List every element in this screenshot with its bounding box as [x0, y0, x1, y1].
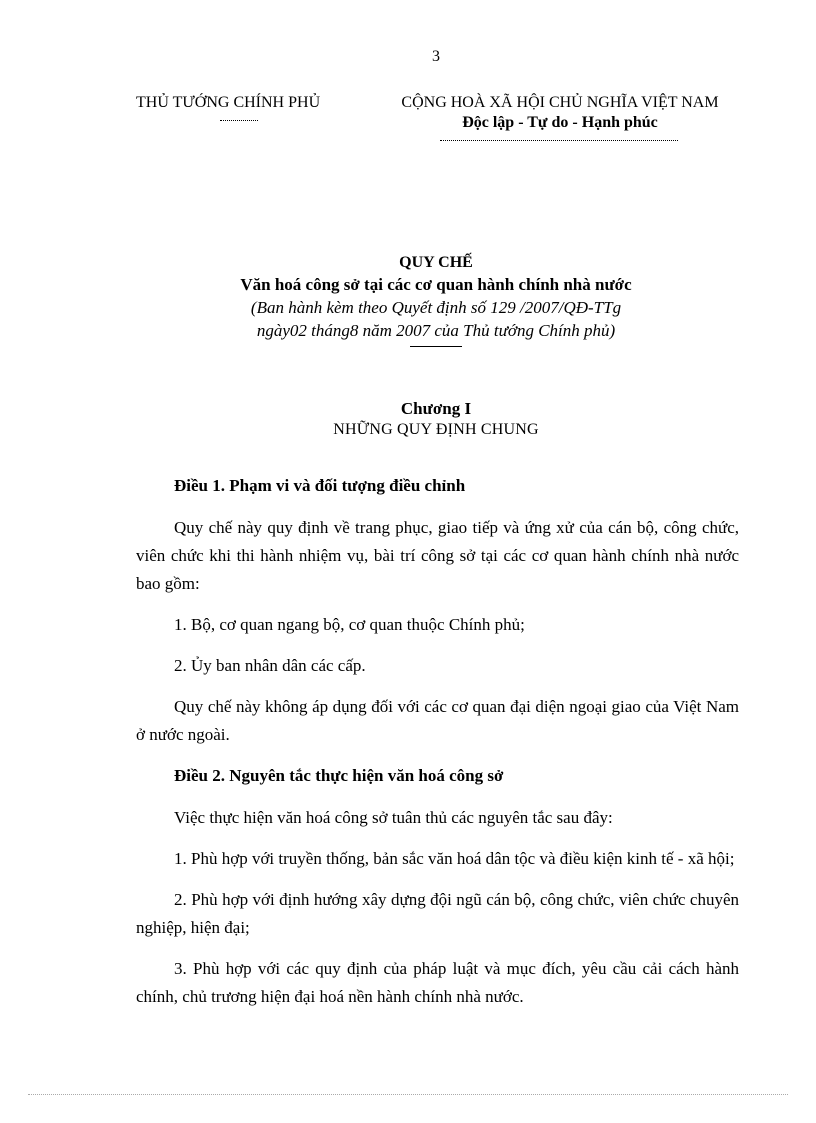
motto-divider: [440, 140, 678, 141]
chapter-heading: [120, 398, 752, 440]
issuer-divider: [220, 120, 258, 121]
document-title-block: [120, 252, 752, 347]
article-1-exclusion: Quy chế này không áp dụng đối với các cơ quan đại diện ngoại giao của Việt Nam ở nước ngoài.: [136, 697, 739, 744]
page-bottom-divider: [28, 1094, 788, 1095]
article-1-item-1: 1. Bộ, cơ quan ngang bộ, cơ quan thuộc Chính phủ;: [174, 615, 525, 634]
article-1-item-2: 2. Ủy ban nhân dân các cấp.: [174, 656, 366, 675]
issuance-note-line1: (Ban hành kèm theo Quyết định số 129 /2007/QĐ-TTg: [250, 298, 622, 317]
article-1-paragraph: Quy chế này quy định về trang phục, giao tiếp và ứng xử của cán bộ, công chức, viên chức khi thi hành nhiệm vụ, bài trí công sở tại các cơ quan hành chính nhà nước bao gồm:: [136, 518, 739, 593]
article-2-item-3: 3. Phù hợp với các quy định của pháp luật và mục đích, yêu cầu cải cách hành chính, chủ trương hiện đại hoá nền hành chính nhà nước.: [136, 959, 739, 1006]
issuance-note-line2: ngày02 tháng8 năm 2007 của Thủ tướng Chính phủ): [256, 321, 616, 340]
page-number: 3: [432, 48, 440, 65]
article-2-item-1: 1. Phù hợp với truyền thống, bản sắc văn hoá dân tộc và điều kiện kinh tế - xã hội;: [174, 849, 735, 868]
issuer-block: [136, 94, 346, 112]
article-1-heading: Điều 1. Phạm vi và đối tượng điều chỉnh: [174, 476, 466, 495]
article-2-item-2: 2. Phù hợp với định hướng xây dựng đội ngũ cán bộ, công chức, viên chức chuyên nghiệp, hiện đại;: [136, 890, 739, 937]
chapter-name: NHỮNG QUY ĐỊNH CHUNG: [333, 421, 539, 438]
article-2-heading: Điều 2. Nguyên tắc thực hiện văn hoá công sở: [174, 766, 504, 785]
document-body: [136, 472, 739, 1024]
issuer-title: THỦ TƯỚNG CHÍNH PHỦ: [136, 94, 321, 111]
national-title-block: [380, 94, 740, 132]
document-subject: Văn hoá công sở tại các cơ quan hành chính nhà nước: [240, 275, 632, 294]
document-type: QUY CHẾ: [399, 254, 473, 271]
title-divider: [410, 346, 462, 347]
national-motto: Độc lập - Tự do - Hạnh phúc: [462, 114, 658, 131]
chapter-number: Chương I: [400, 399, 472, 418]
national-title: CỘNG HOÀ XÃ HỘI CHỦ NGHĨA VIỆT NAM: [401, 94, 719, 111]
article-2-intro: Việc thực hiện văn hoá công sở tuân thủ các nguyên tắc sau đây:: [174, 808, 613, 827]
document-header: [0, 94, 816, 154]
